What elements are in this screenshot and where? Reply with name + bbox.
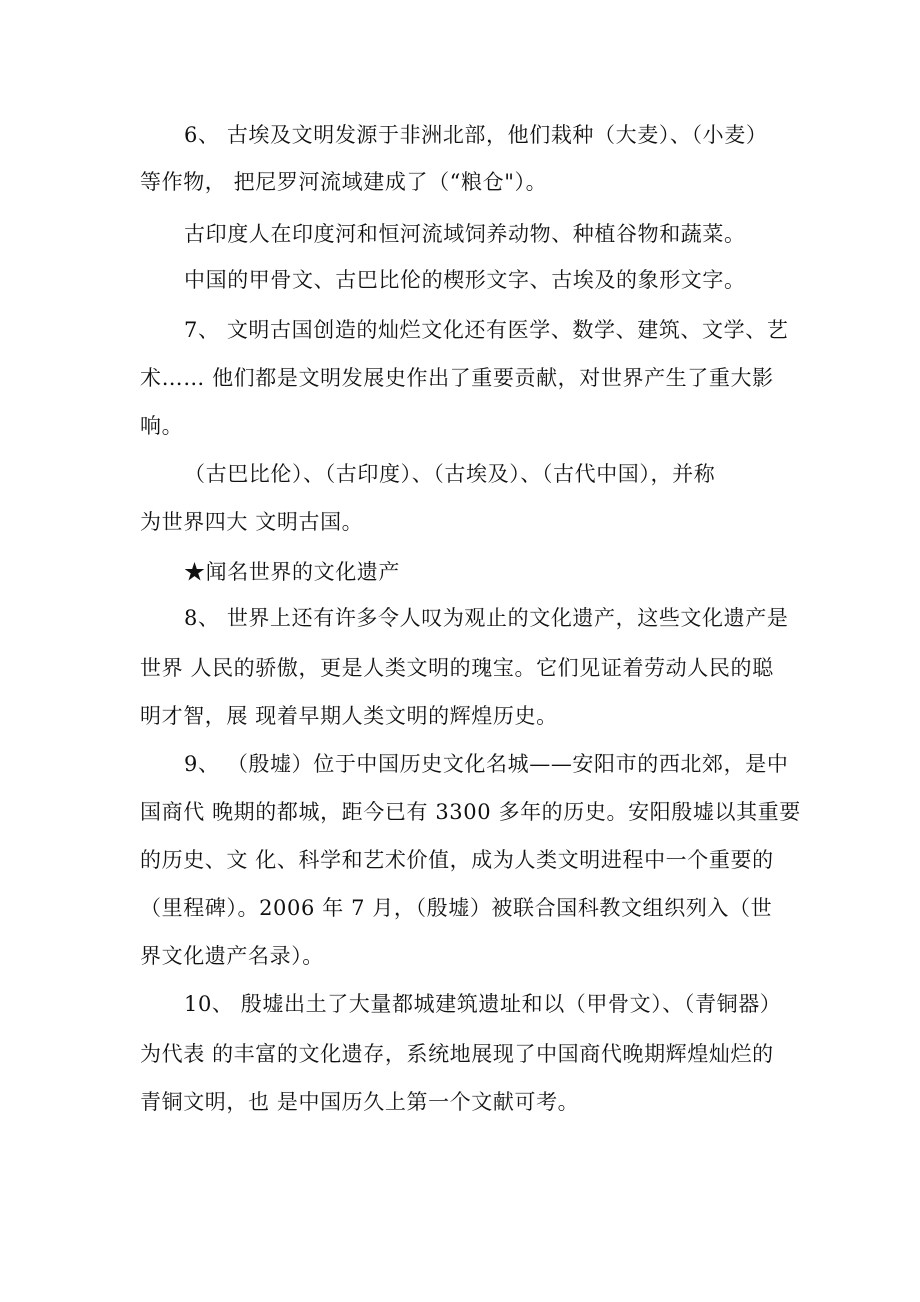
paragraph-7-line-1: 7、 文明古国创造的灿烂文化还有医学、数学、建筑、文学、艺 [184, 318, 789, 342]
paragraph-10-line-1: 10、 殷墟出土了大量都城建筑遗址和以（甲骨文）、（青铜器） [184, 992, 782, 1016]
paragraph-10-line-3: 青铜文明，也 是中国历久上第一个文献可考。 [140, 1090, 580, 1114]
paragraph-7-line-2: 术…… 他们都是文明发展史作出了重要贡献，对世界产生了重大影 [140, 366, 774, 390]
paragraph-7-line-3: 响。 [140, 414, 184, 438]
paragraph-9-line-3: 的历史、文 化、科学和艺术价值，成为人类文明进程中一个重要的 [140, 848, 774, 872]
paragraph-6-line-1: 6、 古埃及文明发源于非洲北部，他们栽种（大麦）、（小麦） [184, 123, 768, 147]
paragraph-8-line-3: 明才智，展 现着早期人类文明的辉煌历史。 [140, 704, 558, 728]
paragraph-10-line-2: 为代表 的丰富的文化遗存，系统地展现了中国商代晚期辉煌灿烂的 [140, 1042, 774, 1066]
paragraph-writing-systems: 中国的甲骨文、古巴比伦的楔形文字、古埃及的象形文字。 [184, 268, 746, 292]
paragraph-9-line-4: （里程碑）。2006 年 7 月，（殷墟）被联合国科教文组织列入（世 [140, 896, 773, 920]
paragraph-four-civilizations-line-2: 为世界四大 文明古国。 [140, 510, 364, 534]
paragraph-four-civilizations-line-1: （古巴比伦）、（古印度）、（古埃及）、（古代中国），并称 [184, 462, 716, 486]
paragraph-8-line-1: 8、 世界上还有许多令人叹为观止的文化遗产，这些文化遗产是 [184, 606, 789, 630]
paragraph-6-line-2: 等作物， 把尼罗河流域建成了（“粮仓"）。 [140, 170, 548, 194]
paragraph-9-line-1: 9、 （殷墟）位于中国历史文化名城——安阳市的西北郊，是中 [184, 752, 789, 776]
section-heading-cultural-heritage: ★闻名世界的文化遗产 [184, 560, 400, 584]
paragraph-ancient-india: 古印度人在印度河和恒河流域饲养动物、种植谷物和蔬菜。 [184, 222, 746, 246]
paragraph-9-line-5: 界文化遗产名录）。 [140, 944, 324, 968]
paragraph-9-line-2: 国商代 晚期的都城，距今已有 3300 多年的历史。安阳殷墟以其重要 [140, 800, 801, 824]
paragraph-8-line-2: 世界 人民的骄傲，更是人类文明的瑰宝。它们见证着劳动人民的聪 [140, 656, 774, 680]
